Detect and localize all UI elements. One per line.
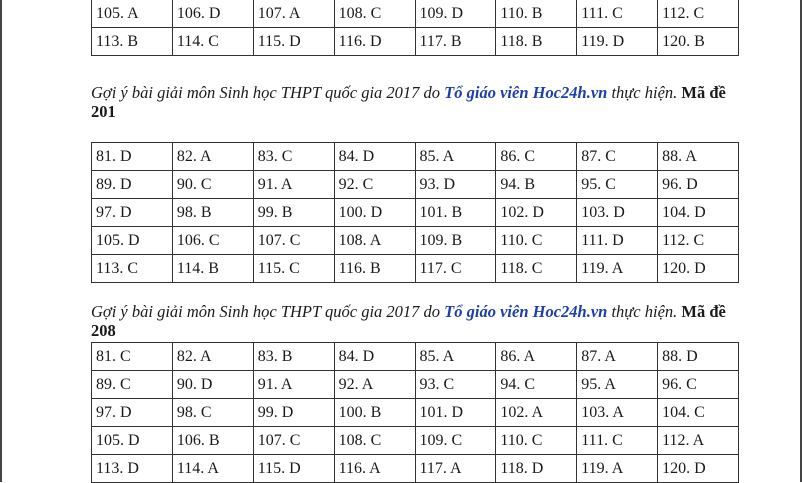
answer-cell: 110. C	[496, 227, 577, 255]
answer-cell: 114. C	[172, 28, 253, 56]
answer-cell: 119. A	[577, 255, 658, 283]
answer-cell: 106. C	[172, 227, 253, 255]
heading-org-link: Tổ giáo viên Hoc24h.vn	[444, 83, 608, 102]
table-row	[92, 227, 739, 255]
answer-cell: 103. D	[577, 199, 658, 227]
section-heading-208	[91, 302, 731, 340]
heading-org-link: Tổ giáo viên Hoc24h.vn	[444, 302, 608, 321]
table-row	[92, 455, 739, 483]
answer-cell: 120. D	[658, 455, 739, 483]
table-row	[92, 427, 739, 455]
answer-cell: 89. C	[92, 371, 173, 399]
answer-cell: 109. D	[415, 0, 496, 28]
answer-cell: 84. D	[334, 143, 415, 171]
answer-cell: 107. C	[253, 427, 334, 455]
answer-cell: 91. A	[253, 171, 334, 199]
answer-cell: 104. C	[658, 399, 739, 427]
answer-cell: 92. C	[334, 171, 415, 199]
answer-cell: 110. C	[496, 427, 577, 455]
answer-cell: 113. D	[92, 455, 173, 483]
answer-cell: 106. B	[172, 427, 253, 455]
answer-cell: 87. A	[577, 343, 658, 371]
answer-cell: 106. D	[172, 0, 253, 28]
answer-cell: 105. D	[92, 227, 173, 255]
answer-cell: 87. C	[577, 143, 658, 171]
answer-cell: 86. C	[496, 143, 577, 171]
answer-cell: 97. D	[92, 399, 173, 427]
answer-cell: 111. C	[577, 0, 658, 28]
answer-cell: 118. C	[496, 255, 577, 283]
table-row	[92, 399, 739, 427]
answer-cell: 104. D	[658, 199, 739, 227]
answer-cell: 92. A	[334, 371, 415, 399]
table-row	[92, 199, 739, 227]
answer-cell: 81. C	[92, 343, 173, 371]
answer-cell: 94. B	[496, 171, 577, 199]
answer-cell: 94. C	[496, 371, 577, 399]
answer-cell: 93. D	[415, 171, 496, 199]
answer-cell: 85. A	[415, 143, 496, 171]
answer-cell: 86. A	[496, 343, 577, 371]
heading-lead-text: Gợi ý bài giải môn Sinh học THPT quốc gia 2017 do	[91, 302, 445, 321]
page-left-border	[0, 0, 2, 482]
answer-cell: 96. D	[658, 171, 739, 199]
answer-cell: 101. B	[415, 199, 496, 227]
table-row	[92, 171, 739, 199]
answer-cell: 117. B	[415, 28, 496, 56]
answer-cell: 113. B	[92, 28, 173, 56]
answer-cell: 90. D	[172, 371, 253, 399]
answer-cell: 93. C	[415, 371, 496, 399]
answer-cell: 98. B	[172, 199, 253, 227]
answer-cell: 115. D	[253, 455, 334, 483]
table-row	[92, 371, 739, 399]
answer-cell: 108. C	[334, 0, 415, 28]
heading-tail-text: thực hiện.	[607, 302, 678, 321]
answer-cell: 82. A	[172, 143, 253, 171]
answer-cell: 111. C	[577, 427, 658, 455]
exam-code-label: Mã đề 201	[91, 83, 726, 121]
answer-cell: 117. C	[415, 255, 496, 283]
answer-cell: 100. B	[334, 399, 415, 427]
table-row	[92, 28, 739, 56]
answer-cell: 120. D	[658, 255, 739, 283]
answer-cell: 119. D	[577, 28, 658, 56]
answer-cell: 95. A	[577, 371, 658, 399]
answer-table-201	[91, 142, 739, 283]
answer-cell: 119. A	[577, 455, 658, 483]
answer-cell: 120. B	[658, 28, 739, 56]
answer-cell: 110. B	[496, 0, 577, 28]
exam-code-label: Mã đề 208	[91, 302, 726, 340]
answer-cell: 81. D	[92, 143, 173, 171]
answer-cell: 111. D	[577, 227, 658, 255]
answer-cell: 95. C	[577, 171, 658, 199]
answer-cell: 109. C	[415, 427, 496, 455]
answer-cell: 97. D	[92, 199, 173, 227]
answer-cell: 100. D	[334, 199, 415, 227]
answer-cell: 88. A	[658, 143, 739, 171]
answer-cell: 108. A	[334, 227, 415, 255]
answer-cell: 112. C	[658, 227, 739, 255]
answer-cell: 90. C	[172, 171, 253, 199]
answer-cell: 89. D	[92, 171, 173, 199]
answer-cell: 85. A	[415, 343, 496, 371]
answer-cell: 83. B	[253, 343, 334, 371]
answer-cell: 114. A	[172, 455, 253, 483]
answer-cell: 98. C	[172, 399, 253, 427]
answer-cell: 115. D	[253, 28, 334, 56]
answer-cell: 118. B	[496, 28, 577, 56]
table-row	[92, 343, 739, 371]
answer-cell: 115. C	[253, 255, 334, 283]
answer-table-208	[91, 342, 739, 483]
answer-cell: 96. C	[658, 371, 739, 399]
answer-cell: 114. B	[172, 255, 253, 283]
answer-cell: 99. B	[253, 199, 334, 227]
table-row	[92, 143, 739, 171]
answer-cell: 112. A	[658, 427, 739, 455]
answer-cell: 102. D	[496, 199, 577, 227]
answer-cell: 101. D	[415, 399, 496, 427]
answer-cell: 99. D	[253, 399, 334, 427]
answer-cell: 116. B	[334, 255, 415, 283]
answer-cell: 109. B	[415, 227, 496, 255]
answer-cell: 83. C	[253, 143, 334, 171]
heading-tail-text: thực hiện.	[607, 83, 678, 102]
table-row	[92, 0, 739, 28]
answer-cell: 116. D	[334, 28, 415, 56]
table-row	[92, 255, 739, 283]
answer-cell: 107. A	[253, 0, 334, 28]
answer-cell: 108. C	[334, 427, 415, 455]
answer-cell: 84. D	[334, 343, 415, 371]
answer-cell: 102. A	[496, 399, 577, 427]
section-heading-201	[91, 83, 731, 121]
answer-cell: 117. A	[415, 455, 496, 483]
answer-cell: 105. D	[92, 427, 173, 455]
answer-cell: 105. A	[92, 0, 173, 28]
heading-lead-text: Gợi ý bài giải môn Sinh học THPT quốc gia 2017 do	[91, 83, 445, 102]
answer-cell: 103. A	[577, 399, 658, 427]
answer-table-previous	[91, 0, 739, 56]
answer-cell: 88. D	[658, 343, 739, 371]
answer-cell: 113. C	[92, 255, 173, 283]
answer-cell: 91. A	[253, 371, 334, 399]
answer-cell: 112. C	[658, 0, 739, 28]
answer-cell: 107. C	[253, 227, 334, 255]
answer-cell: 118. D	[496, 455, 577, 483]
answer-cell: 116. A	[334, 455, 415, 483]
answer-cell: 82. A	[172, 343, 253, 371]
